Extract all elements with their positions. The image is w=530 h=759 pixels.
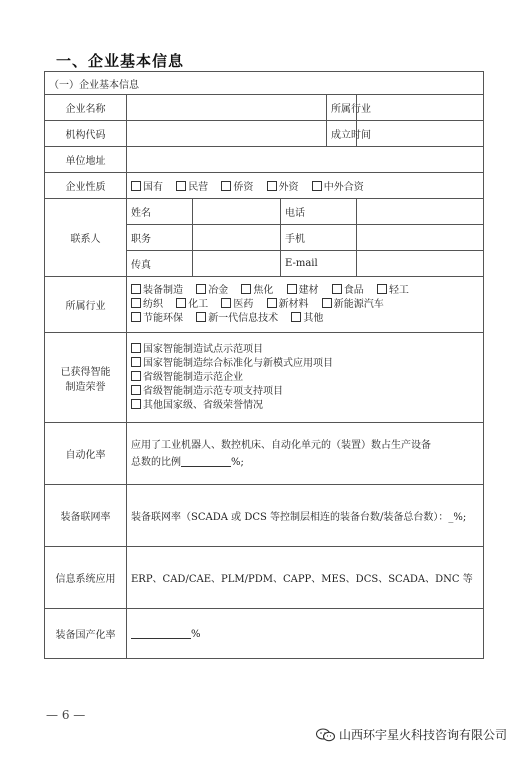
checkbox[interactable]: [291, 312, 301, 322]
checkbox[interactable]: [241, 284, 251, 294]
industry-option[interactable]: 节能环保: [131, 313, 183, 324]
row-nature: [45, 173, 484, 199]
industry-option[interactable]: 装备制造: [131, 285, 183, 296]
industry-option[interactable]: 冶金: [196, 285, 228, 296]
industry-options-row-1: [131, 284, 479, 298]
row-industry: [45, 277, 484, 333]
localization-input[interactable]: [131, 628, 191, 639]
automation-text-2: 总数的比例 %;: [131, 456, 244, 468]
row-networking: [45, 485, 484, 547]
networking-label: 装备联网率: [45, 485, 127, 547]
industry-options-row-3: [131, 312, 479, 326]
contact-label: 联系人: [45, 199, 127, 277]
honor-option[interactable]: 省级智能制造示范专项支持项目: [131, 385, 479, 399]
row-company-name: [45, 95, 484, 121]
row-localization: [45, 609, 484, 659]
industry-option[interactable]: 新一代信息技术: [196, 313, 278, 324]
contact-fax-field[interactable]: [193, 251, 281, 277]
industry-option[interactable]: 医药: [221, 299, 253, 310]
established-label: 成立时间: [327, 121, 357, 147]
nature-label: 企业性质: [45, 173, 127, 199]
checkbox[interactable]: [131, 298, 141, 308]
industry-option[interactable]: 焦化: [241, 285, 273, 296]
honor-option[interactable]: 其他国家级、省级荣誉情况: [131, 399, 479, 413]
page-number: — 6 —: [46, 708, 86, 722]
automation-input[interactable]: [181, 456, 231, 467]
checkbox[interactable]: [221, 181, 231, 191]
info-systems-text: ERP、CAD/CAE、PLM/PDM、CAPP、MES、DCS、SCADA、DNC 等: [127, 547, 484, 609]
automation-text-1: 应用了工业机器人、数控机床、自动化单元的（装置）数占生产设备: [131, 439, 431, 451]
checkbox[interactable]: [322, 298, 332, 308]
checkbox[interactable]: [267, 298, 277, 308]
watermark-text: 山西环宇星火科技咨询有限公司: [339, 728, 508, 742]
industry-option[interactable]: 其他: [291, 313, 323, 324]
honor-option[interactable]: 国家智能制造综合标准化与新模式应用项目: [131, 357, 479, 371]
contact-mobile-label: 手机: [281, 225, 357, 251]
contact-email-label: E-mail: [281, 251, 357, 277]
industry-options: [127, 277, 484, 333]
row-address: [45, 147, 484, 173]
checkbox[interactable]: [131, 357, 141, 367]
checkbox[interactable]: [196, 284, 206, 294]
wechat-icon: [316, 728, 336, 745]
industry-option[interactable]: 纺织: [131, 299, 163, 310]
nature-option[interactable]: 中外合资: [312, 182, 364, 193]
checkbox[interactable]: [176, 181, 186, 191]
contact-phone-label: 电话: [281, 199, 357, 225]
automation-cell: [127, 423, 484, 485]
checkbox[interactable]: [131, 312, 141, 322]
networking-text[interactable]: 装备联网率（SCADA 或 DCS 等控制层相连的装备台数/装备总台数）：_%;: [127, 485, 484, 547]
checkbox[interactable]: [131, 181, 141, 191]
checkbox[interactable]: [312, 181, 322, 191]
basic-info-form: [44, 71, 484, 659]
contact-email-field[interactable]: [357, 251, 484, 277]
company-name-field[interactable]: [127, 95, 327, 121]
checkbox[interactable]: [287, 284, 297, 294]
checkbox[interactable]: [131, 343, 141, 353]
industry-options-row-2: [131, 298, 479, 312]
contact-fax-label: 传真: [127, 251, 193, 277]
section-header-row: [45, 72, 484, 95]
honor-option[interactable]: 国家智能制造试点示范项目: [131, 343, 479, 357]
row-honors: [45, 333, 484, 423]
row-contact-name: [45, 199, 484, 225]
contact-phone-field[interactable]: [357, 199, 484, 225]
industry-option[interactable]: 建材: [287, 285, 319, 296]
checkbox[interactable]: [267, 181, 277, 191]
nature-option[interactable]: 国有: [131, 182, 163, 193]
honor-option[interactable]: 省级智能制造示范企业: [131, 371, 479, 385]
industry-label-top: 所属行业: [327, 95, 357, 121]
honors-label: 已获得智能 制造荣誉: [45, 333, 127, 423]
nature-option[interactable]: 外资: [267, 182, 299, 193]
checkbox[interactable]: [176, 298, 186, 308]
industry-option[interactable]: 新材料: [267, 299, 309, 310]
info-systems-label: 信息系统应用: [45, 547, 127, 609]
row-info-systems: [45, 547, 484, 609]
nature-option[interactable]: 民营: [176, 182, 208, 193]
nature-option[interactable]: 侨资: [221, 182, 253, 193]
checkbox[interactable]: [377, 284, 387, 294]
checkbox[interactable]: [131, 385, 141, 395]
contact-name-field[interactable]: [193, 199, 281, 225]
industry-option[interactable]: 食品: [332, 285, 364, 296]
industry-option[interactable]: 化工: [176, 299, 208, 310]
contact-position-label: 职务: [127, 225, 193, 251]
honors-options: [127, 333, 484, 423]
localization-cell: %: [127, 609, 484, 659]
contact-name-label: 姓名: [127, 199, 193, 225]
nature-options: [127, 173, 484, 199]
industry-field-top[interactable]: [357, 95, 484, 121]
checkbox[interactable]: [131, 371, 141, 381]
company-name-label: 企业名称: [45, 95, 127, 121]
checkbox[interactable]: [221, 298, 231, 308]
contact-mobile-field[interactable]: [357, 225, 484, 251]
established-field[interactable]: [357, 121, 484, 147]
address-label: 单位地址: [45, 147, 127, 173]
industry-option[interactable]: 轻工: [377, 285, 409, 296]
localization-label: 装备国产化率: [45, 609, 127, 659]
org-code-label: 机构代码: [45, 121, 127, 147]
row-automation: [45, 423, 484, 485]
checkbox[interactable]: [196, 312, 206, 322]
row-org-code: [45, 121, 484, 147]
checkbox[interactable]: [131, 284, 141, 294]
checkbox[interactable]: [131, 399, 141, 409]
industry-label: 所属行业: [45, 277, 127, 333]
industry-option[interactable]: 新能源汽车: [322, 299, 384, 310]
checkbox[interactable]: [332, 284, 342, 294]
watermark: [316, 726, 507, 745]
page-heading: 一、企业基本信息: [56, 52, 185, 70]
address-field[interactable]: [127, 147, 484, 173]
org-code-field[interactable]: [127, 121, 327, 147]
section-title: （一）企业基本信息: [45, 72, 484, 95]
contact-position-field[interactable]: [193, 225, 281, 251]
automation-label: 自动化率: [45, 423, 127, 485]
